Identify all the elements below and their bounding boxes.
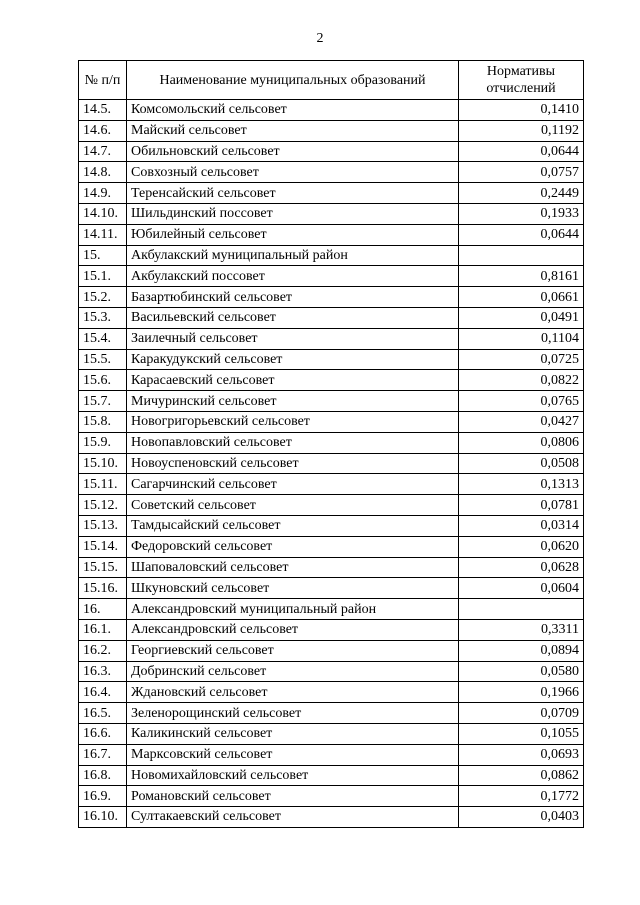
table-row [79,183,584,204]
municipality-name: Новоуспеновский сельсовет [127,453,459,474]
municipality-name: Акбулакский поссовет [127,266,459,287]
normative-value: 0,0644 [459,224,584,245]
table-row [79,495,584,516]
normative-value: 0,1966 [459,682,584,703]
table-row [79,515,584,536]
table-row [79,723,584,744]
table-row [79,287,584,308]
normative-value: 0,0693 [459,744,584,765]
row-number: 16.7. [79,744,127,765]
municipality-name: Каликинский сельсовет [127,723,459,744]
table-row [79,703,584,724]
row-number: 16.1. [79,619,127,640]
table-row [79,411,584,432]
normative-value: 0,0580 [459,661,584,682]
table-row [79,266,584,287]
normative-value [459,245,584,266]
row-number: 14.11. [79,224,127,245]
municipality-name: Новопавловский сельсовет [127,432,459,453]
table-row [79,619,584,640]
municipality-name: Комсомольский сельсовет [127,100,459,121]
table-row [79,786,584,807]
municipality-name: Шильдинский поссовет [127,203,459,224]
normative-value: 0,1410 [459,100,584,121]
row-number: 16.5. [79,703,127,724]
municipality-name: Новомихайловский сельсовет [127,765,459,786]
table-row [79,162,584,183]
row-number: 15.3. [79,307,127,328]
row-number: 15.10. [79,453,127,474]
row-number: 14.6. [79,120,127,141]
normative-value: 0,0725 [459,349,584,370]
table-row [79,203,584,224]
normative-value: 0,1104 [459,328,584,349]
normative-value: 0,2449 [459,183,584,204]
table-row [79,432,584,453]
row-number: 16.10. [79,807,127,828]
row-number: 14.10. [79,203,127,224]
table-row [79,744,584,765]
header-municipality-name: Наименование муниципальных образований [127,61,459,100]
row-number: 14.7. [79,141,127,162]
municipality-name: Федоровский сельсовет [127,536,459,557]
normative-value: 0,0314 [459,515,584,536]
table-row [79,578,584,599]
municipality-name: Карасаевский сельсовет [127,370,459,391]
normative-value: 0,0709 [459,703,584,724]
normative-value: 0,0508 [459,453,584,474]
table-row [79,370,584,391]
normative-value: 0,0806 [459,432,584,453]
row-number: 16.9. [79,786,127,807]
table-row [79,100,584,121]
row-number: 15.9. [79,432,127,453]
normative-value: 0,0661 [459,287,584,308]
normative-value: 0,0757 [459,162,584,183]
row-number: 14.5. [79,100,127,121]
row-number: 15.11. [79,474,127,495]
table-header-row [79,61,584,100]
municipality-name: Акбулакский муниципальный район [127,245,459,266]
row-number: 14.8. [79,162,127,183]
table-row [79,307,584,328]
table-row [79,474,584,495]
municipality-name: Майский сельсовет [127,120,459,141]
table-row [79,453,584,474]
normative-value [459,599,584,620]
normative-value: 0,0491 [459,307,584,328]
municipality-name: Новогригорьевский сельсовет [127,411,459,432]
normative-value: 0,0765 [459,391,584,412]
header-normative-value: Нормативы отчислений [459,61,584,100]
normative-value: 0,0862 [459,765,584,786]
row-number: 15.2. [79,287,127,308]
municipality-name: Шкуновский сельсовет [127,578,459,599]
normative-value: 0,1192 [459,120,584,141]
normative-value: 0,0644 [459,141,584,162]
row-number: 16.6. [79,723,127,744]
municipality-name: Тамдысайский сельсовет [127,515,459,536]
table-row [79,557,584,578]
row-number: 16.2. [79,640,127,661]
municipality-name: Добринский сельсовет [127,661,459,682]
row-number: 16. [79,599,127,620]
municipality-name: Теренсайский сельсовет [127,183,459,204]
header-number: № п/п [79,61,127,100]
row-number: 15.5. [79,349,127,370]
table-row [79,536,584,557]
row-number: 15.7. [79,391,127,412]
normative-value: 0,1933 [459,203,584,224]
row-number: 15.1. [79,266,127,287]
normative-value: 0,0427 [459,411,584,432]
row-number: 14.9. [79,183,127,204]
municipality-name: Александровский муниципальный район [127,599,459,620]
row-number: 15.6. [79,370,127,391]
row-number: 16.3. [79,661,127,682]
table-row [79,640,584,661]
page-number: 2 [316,31,324,46]
table-row [79,328,584,349]
table-row [79,661,584,682]
normative-value: 0,0604 [459,578,584,599]
municipality-name: Обильновский сельсовет [127,141,459,162]
municipality-name: Советский сельсовет [127,495,459,516]
normative-value: 0,1772 [459,786,584,807]
municipality-name: Мичуринский сельсовет [127,391,459,412]
row-number: 15.16. [79,578,127,599]
municipality-name: Шаповаловский сельсовет [127,557,459,578]
row-number: 15.4. [79,328,127,349]
municipality-name: Георгиевский сельсовет [127,640,459,661]
normative-value: 0,0628 [459,557,584,578]
table-row [79,807,584,828]
table-row [79,224,584,245]
normative-value: 0,1313 [459,474,584,495]
row-number: 16.4. [79,682,127,703]
table-row [79,599,584,620]
normative-value: 0,0781 [459,495,584,516]
row-number: 15.15. [79,557,127,578]
municipality-name: Базартюбинский сельсовет [127,287,459,308]
municipality-name: Каракудукский сельсовет [127,349,459,370]
table-body [79,100,584,828]
row-number: 15.12. [79,495,127,516]
municipality-name: Зеленорощинский сельсовет [127,703,459,724]
row-number: 15.8. [79,411,127,432]
row-number: 15.13. [79,515,127,536]
table-row [79,682,584,703]
municipality-name: Юбилейный сельсовет [127,224,459,245]
municipality-name: Заилечный сельсовет [127,328,459,349]
municipality-name: Сагарчинский сельсовет [127,474,459,495]
table-row [79,765,584,786]
row-number: 15. [79,245,127,266]
row-number: 16.8. [79,765,127,786]
table-row [79,245,584,266]
normative-value: 0,0894 [459,640,584,661]
municipality-name: Романовский сельсовет [127,786,459,807]
normative-value: 0,1055 [459,723,584,744]
table-row [79,391,584,412]
municipality-name: Марксовский сельсовет [127,744,459,765]
municipality-name: Ждановский сельсовет [127,682,459,703]
normative-value: 0,0822 [459,370,584,391]
table-row [79,349,584,370]
municipality-name: Совхозный сельсовет [127,162,459,183]
municipality-name: Александровский сельсовет [127,619,459,640]
normative-value: 0,0620 [459,536,584,557]
normative-value: 0,8161 [459,266,584,287]
row-number: 15.14. [79,536,127,557]
normative-value: 0,0403 [459,807,584,828]
municipality-name: Васильевский сельсовет [127,307,459,328]
normatives-table [78,60,584,828]
table-row [79,120,584,141]
normative-value: 0,3311 [459,619,584,640]
table-row [79,141,584,162]
municipality-name: Султакаевский сельсовет [127,807,459,828]
